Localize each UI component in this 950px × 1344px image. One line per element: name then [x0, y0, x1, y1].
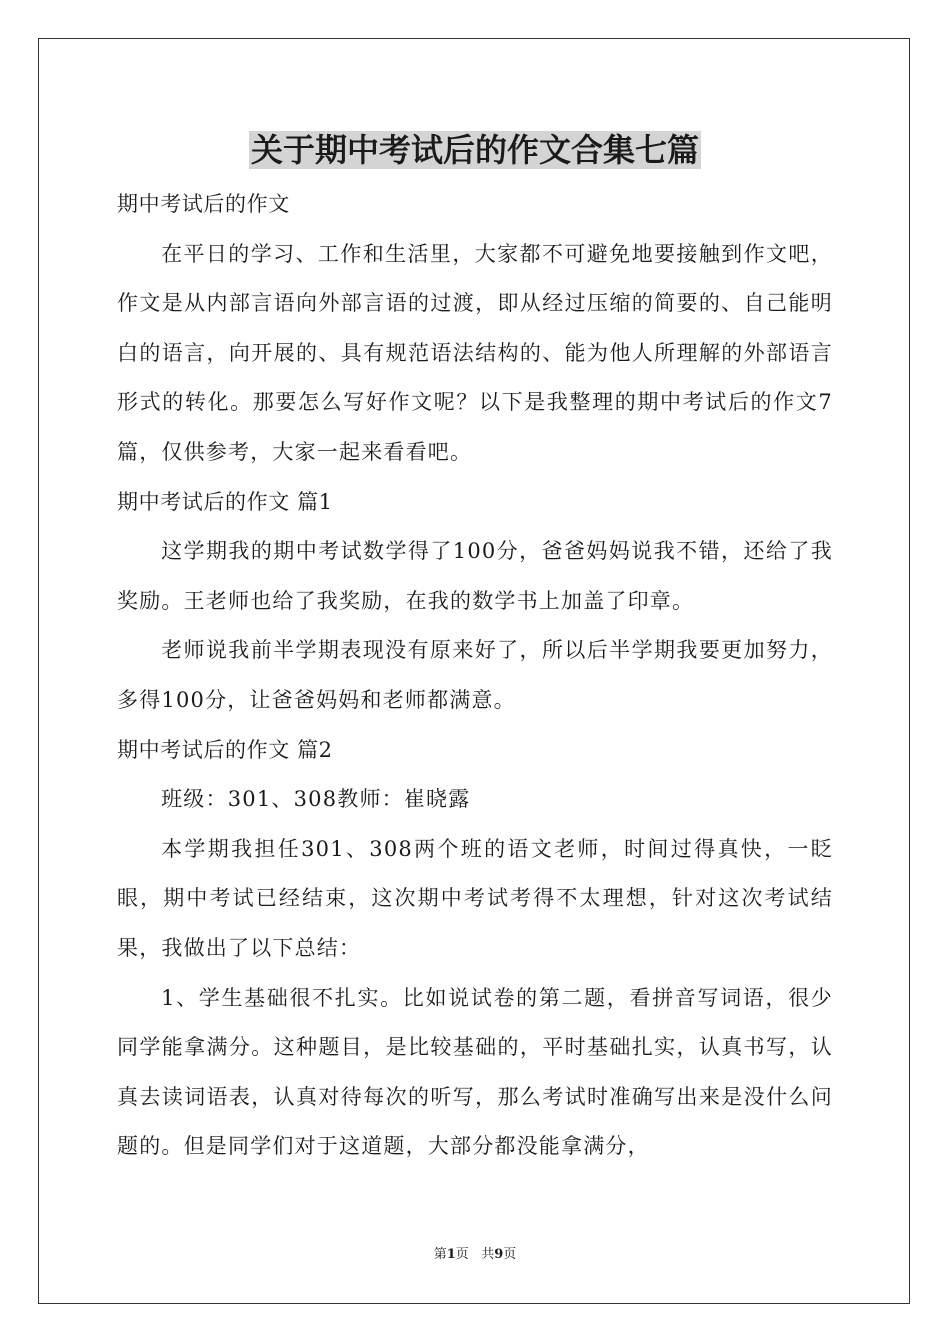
paragraph: 老师说我前半学期表现没有原来好了，所以后半学期我要更加努力，多得100分，让爸爸妈妈和老师都满意。: [117, 638, 833, 712]
paragraph: 1、学生基础很不扎实。比如说试卷的第二题，看拼音写词语，很少同学能拿满分。这种题目，是比较基础的，平时基础扎实，认真书写，认真去读词语表，认真对待每次的听写，那么考试时准确写出来是没什么问题的。但是同学们对于这道题，大部分都没能拿满分，: [117, 985, 833, 1159]
total-label-prefix: 共: [481, 1247, 495, 1262]
total-pages: 9: [494, 1247, 504, 1262]
document-body: [117, 180, 833, 1172]
section-heading: 期中考试后的作文 篇2: [117, 737, 333, 762]
page-label-prefix: 第: [433, 1247, 447, 1262]
section-heading: 期中考试后的作文: [117, 192, 290, 216]
paragraph: 本学期我担任301、308两个班的语文老师，时间过得真快，一眨眼，期中考试已经结束，这次期中考试考得不太理想，针对这次考试结果，我做出了以下总结：: [117, 836, 833, 960]
paragraph: 这学期我的期中考试数学得了100分，爸爸妈妈说我不错，还给了我奖励。王老师也给了我奖励，在我的数学书上加盖了印章。: [117, 539, 833, 613]
page-label-suffix: 页: [455, 1247, 469, 1262]
document-title: [0, 128, 950, 172]
paragraph: 在平日的学习、工作和生活里，大家都不可避免地要接触到作文吧，作文是从内部言语向外部言语的过渡，即从经过压缩的简要的、自己能明白的语言，向开展的、具有规范语法结构的、能为他人所理解的外部语言形式的转化。那要怎么写好作文呢？以下是我整理的期中考试后的作文7篇，仅供参考，大家一起来看看吧。: [117, 241, 833, 464]
section-heading: 期中考试后的作文 篇1: [117, 489, 333, 514]
total-label-suffix: 页: [503, 1247, 517, 1262]
page-number: 1: [446, 1247, 456, 1262]
page-footer: [0, 1246, 950, 1264]
document-title-text: 关于期中考试后的作文合集七篇: [250, 131, 699, 169]
paragraph: 班级：301、308教师：崔晓露: [161, 787, 471, 812]
